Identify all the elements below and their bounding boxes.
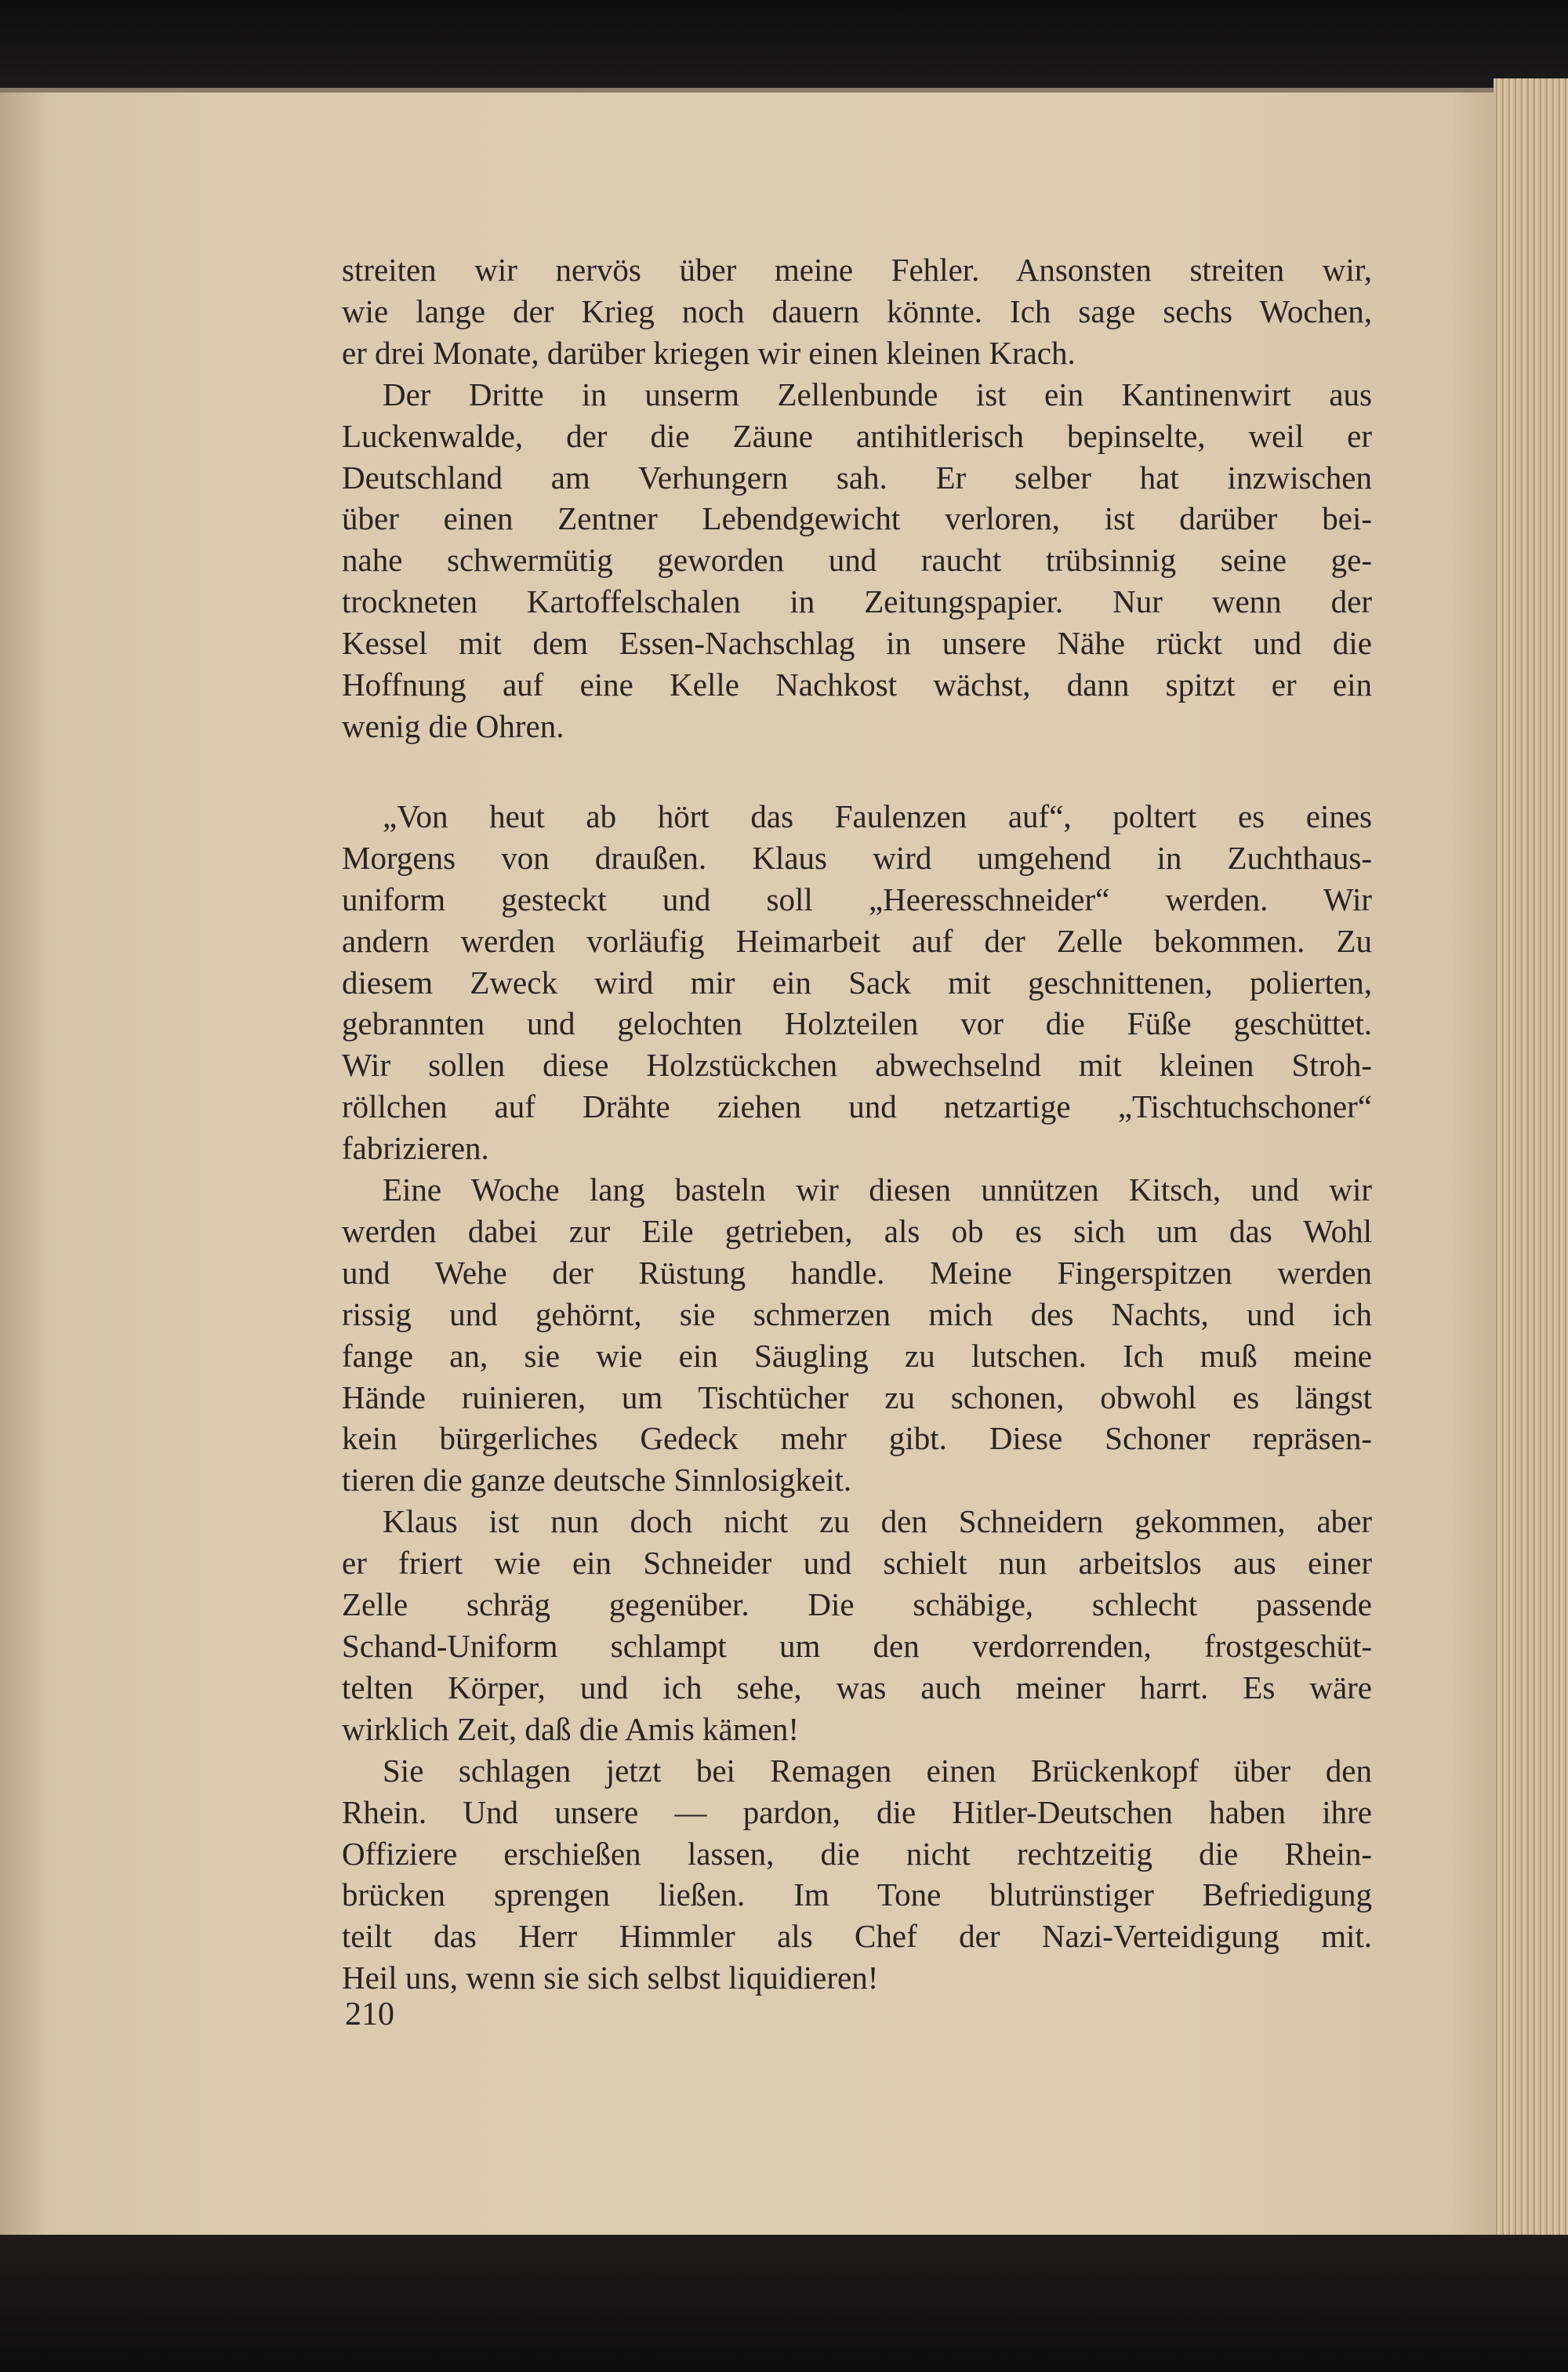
- paragraph: [342, 1750, 1372, 1999]
- text-line: Kessel mit dem Essen-Nachschlag in unsere Nähe rückt und die: [342, 625, 1372, 662]
- text-line: er drei Monate, darüber kriegen wir einen kleinen Krach.: [342, 334, 1076, 371]
- text-line: „Von heut ab hört das Faulenzen auf“, poltert es eines: [383, 797, 1372, 834]
- text-line: brücken sprengen ließen. Im Tone blutrünstiger Befriedigung: [342, 1876, 1372, 1913]
- paragraph: [342, 1169, 1372, 1501]
- text-line: er friert wie ein Schneider und schielt nun arbeitslos aus einer: [342, 1545, 1372, 1582]
- text-line: Hände ruinieren, um Tischtücher zu schonen, obwohl es längst: [342, 1379, 1372, 1415]
- text-line: wie lange der Krieg noch dauern könnte. Ich sage sechs Wochen,: [342, 292, 1372, 329]
- text-line: werden dabei zur Eile getrieben, als ob es sich um das Wohl: [342, 1212, 1372, 1249]
- text-line: und Wehe der Rüstung handle. Meine Fingerspitzen werden: [342, 1254, 1372, 1291]
- text-line: über einen Zentner Lebendgewicht verloren, ist darüber bei-: [342, 500, 1372, 537]
- paragraph-gap: [342, 747, 1372, 796]
- text-line: teilt das Herr Himmler als Chef der Nazi-Verteidigung mit.: [342, 1918, 1372, 1955]
- text-line: nahe schwermütig geworden und raucht trübsinnig seine ge-: [342, 542, 1372, 579]
- text-line: Deutschland am Verhungern sah. Er selber hat inzwischen: [342, 459, 1372, 496]
- text-line: uniform gesteckt und soll „Heeresschneider“ werden. Wir: [342, 881, 1372, 917]
- paragraph: [342, 1501, 1372, 1749]
- text-line: fabrizieren.: [342, 1130, 489, 1167]
- scan-background-top: [0, 0, 1568, 94]
- text-line: Rhein. Und unsere — pardon, die Hitler-Deutschen haben ihre: [342, 1793, 1372, 1830]
- page-edges: [1494, 78, 1568, 2243]
- body-text: [342, 249, 1372, 1999]
- text-line: wirklich Zeit, daß die Amis kämen!: [342, 1710, 799, 1747]
- text-line: Zelle schräg gegenüber. Die schäbige, schlecht passende: [342, 1586, 1372, 1623]
- text-line: röllchen auf Drähte ziehen und netzartige „Tischtuchschoner“: [342, 1088, 1372, 1125]
- text-line: Klaus ist nun doch nicht zu den Schneidern gekommen, aber: [383, 1503, 1372, 1540]
- text-line: diesem Zweck wird mir ein Sack mit geschnittenen, polierten,: [342, 964, 1372, 1001]
- paragraph: [342, 249, 1372, 374]
- text-line: streiten wir nervös über meine Fehler. Ansonsten streiten wir,: [342, 252, 1372, 288]
- text-line: Heil uns, wenn sie sich selbst liquidieren!: [342, 1960, 879, 1996]
- text-line: gebrannten und gelochten Holzteilen vor die Füße geschüttet.: [342, 1005, 1372, 1042]
- scan-background-bottom: [0, 2235, 1568, 2372]
- text-line: Luckenwalde, der die Zäune antihitlerisch bepinselte, weil er: [342, 417, 1372, 454]
- text-line: telten Körper, und ich sehe, was auch meiner harrt. Es wäre: [342, 1669, 1372, 1705]
- text-line: Sie schlagen jetzt bei Remagen einen Brückenkopf über den: [383, 1752, 1372, 1789]
- paragraph: [342, 796, 1372, 1169]
- text-line: Der Dritte in unserm Zellenbunde ist ein Kantinenwirt aus: [383, 376, 1372, 412]
- text-line: Morgens von draußen. Klaus wird umgehend in Zuchthaus-: [342, 839, 1372, 876]
- text-line: trockneten Kartoffelschalen in Zeitungspapier. Nur wenn der: [342, 583, 1372, 620]
- text-line: tieren die ganze deutsche Sinnlosigkeit.: [342, 1462, 852, 1498]
- text-line: fange an, sie wie ein Säugling zu lutschen. Ich muß meine: [342, 1337, 1372, 1374]
- text-line: Hoffnung auf eine Kelle Nachkost wächst, dann spitzt er ein: [342, 667, 1372, 703]
- text-line: rissig und gehörnt, sie schmerzen mich des Nachts, und ich: [342, 1295, 1372, 1332]
- text-line: Wir sollen diese Holzstückchen abwechselnd mit kleinen Stroh-: [342, 1047, 1372, 1084]
- text-line: kein bürgerliches Gedeck mehr gibt. Diese Schoner repräsen-: [342, 1420, 1372, 1457]
- text-line: Schand-Uniform schlampt um den verdorrenden, frostgeschüt-: [342, 1628, 1372, 1664]
- page-number: 210: [345, 1996, 394, 2032]
- text-line: Offiziere erschießen lassen, die nicht rechtzeitig die Rhein-: [342, 1835, 1372, 1872]
- paragraph: [342, 374, 1372, 747]
- text-line: Eine Woche lang basteln wir diesen unnützen Kitsch, und wir: [383, 1171, 1372, 1208]
- text-line: andern werden vorläufig Heimarbeit auf der Zelle bekommen. Zu: [342, 922, 1372, 959]
- text-line: wenig die Ohren.: [342, 707, 564, 744]
